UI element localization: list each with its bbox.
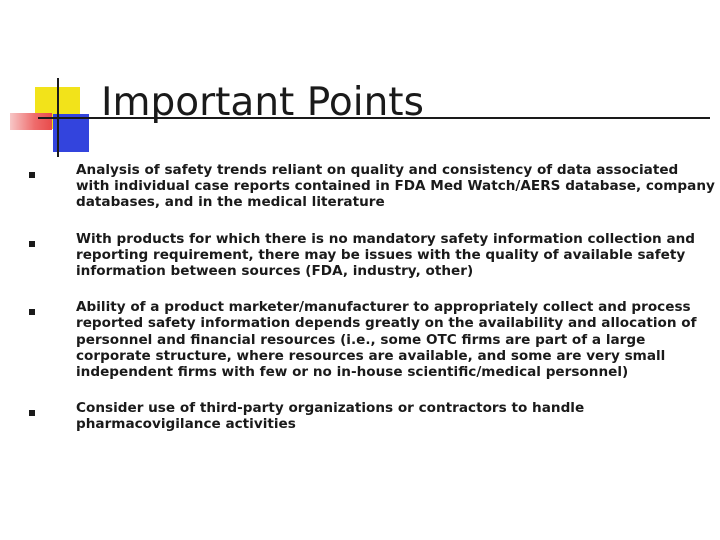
bullet-text: With products for which there is no mandatory safety information collection and reporting requirement, there may be issues with the quality of available safety information between sources (FDA, industry, other) <box>76 230 696 280</box>
red-bar-decoration <box>10 113 52 130</box>
bullet-square-icon <box>29 241 35 247</box>
bullet-item <box>29 400 715 432</box>
bullet-text: Analysis of safety trends reliant on quality and consistency of data associated with individual case reports contained in FDA Med Watch/AERS database, company databases, and in the medical literature <box>76 162 715 211</box>
slide-title: Important Points <box>101 80 424 125</box>
title-decoration <box>0 0 110 160</box>
bullet-item <box>29 299 715 380</box>
bullet-text: Ability of a product marketer/manufacturer to appropriately collect and process reported safety information depends greatly on the availability and allocation of personnel and financial resources (i.e., some OTC firms are part of a large corporate structure, where resources are available, and some are very small independent firms with few or no in-house scientific/medical personnel) <box>76 299 697 381</box>
bullet-item <box>29 162 715 211</box>
bullet-text: Consider use of third-party organizations or contractors to handle pharmacovigilance activities <box>76 400 585 433</box>
bullet-list <box>29 162 715 433</box>
bullet-square-icon <box>29 172 35 178</box>
bullet-square-icon <box>29 309 35 315</box>
bullet-square-icon <box>29 410 35 416</box>
bullet-item <box>29 231 715 280</box>
